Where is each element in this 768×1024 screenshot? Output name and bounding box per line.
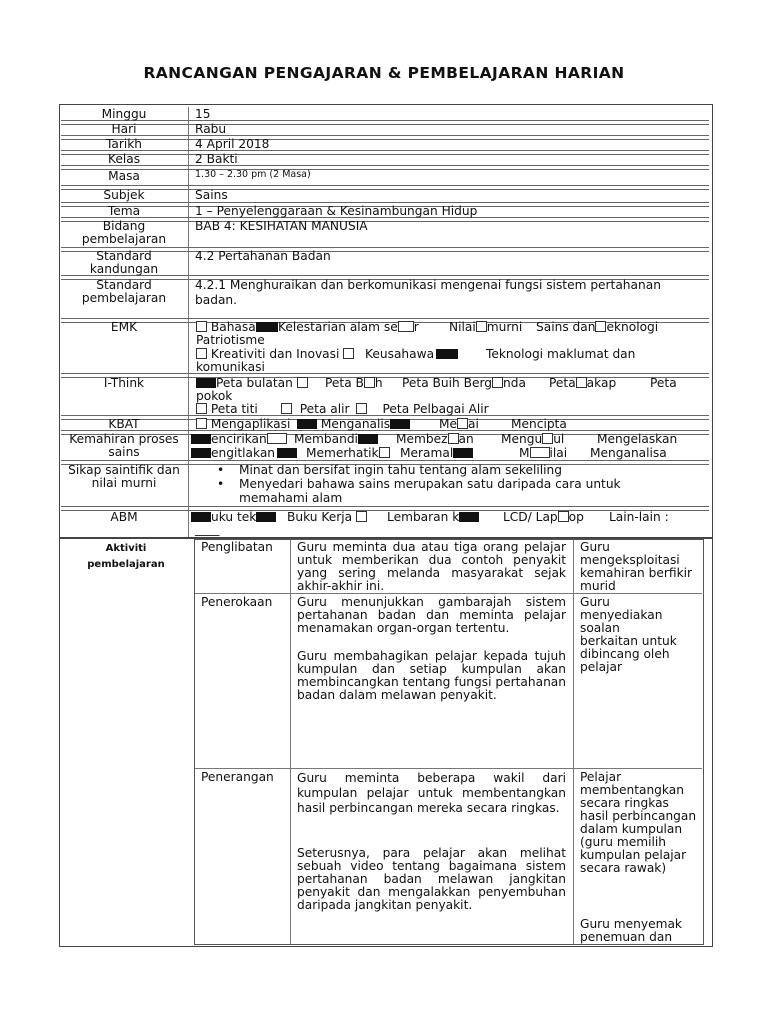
label-sp-line1: Standard bbox=[96, 278, 152, 292]
aktiviti-label bbox=[66, 541, 186, 573]
value-minggu: 15 bbox=[195, 107, 211, 121]
ithink-berganda-label: Peta Buih Berg bbox=[402, 376, 492, 390]
label-sk-line1: Standard bbox=[96, 249, 152, 263]
stage-content: Guru menunjukkan gambarajah sistem pertahanan badan dan meminta pelajar menamakan organ-organ tertentu. bbox=[297, 595, 566, 635]
sp-line1: 4.2.1 Menghuraikan dan berkomunikasi mengenai fungsi sistem pertahanan bbox=[195, 278, 661, 292]
kps-mengitlakan-item[interactable] bbox=[191, 447, 297, 460]
stage-content: Seterusnya, para pelajar akan melihat sebuah video tentang bagaimana sistem pertahanan badan melawan jangkitan penyakit dan mengalakkan penyembuhan daripada jangkitan penyakit. bbox=[297, 846, 566, 912]
emk-nilai-item[interactable] bbox=[449, 321, 522, 334]
kps-mencirikan-item[interactable] bbox=[191, 433, 287, 446]
kps-membezakan-item[interactable] bbox=[396, 433, 474, 446]
sikap-item: • Menyedari bahawa sains merupakan satu daripada cara untuk bbox=[215, 477, 655, 491]
label-bidang-line1: Bidang bbox=[102, 219, 146, 233]
label-ithink: I-Think bbox=[103, 376, 145, 390]
checkbox-icon bbox=[379, 447, 390, 458]
kps-mengelaskan-label: Mengelaskan bbox=[597, 432, 678, 446]
emk-nilai-label: Nilai bbox=[449, 320, 476, 334]
ithink-buih-item[interactable] bbox=[325, 377, 383, 390]
kbat-mencipta-label: Mencipta bbox=[511, 417, 567, 431]
emk-kelestarian-item[interactable] bbox=[256, 321, 419, 334]
emk-tmk-label: Teknologi maklumat dan bbox=[486, 347, 636, 361]
kps-mengumpul-label: Mengu bbox=[501, 432, 543, 446]
label-standard-kandungan bbox=[62, 250, 186, 276]
stage-content: Guru meminta beberapa wakil dari kumpulan pelajar untuk membentangkan hasil perbincangan mereka secara ringkas. bbox=[297, 771, 566, 815]
label-sp-line2: pembelajaran bbox=[81, 291, 167, 305]
kps-meramal-label: Meramal bbox=[400, 446, 454, 460]
aktiviti-row-divider bbox=[195, 768, 702, 769]
checkbox-icon bbox=[196, 418, 207, 429]
checkbox-icon bbox=[364, 377, 375, 388]
kbat-menilai-tail: ai bbox=[468, 417, 479, 431]
emk-sains-label: Sains dan bbox=[536, 320, 596, 334]
kps-membezakan-label: Membez bbox=[396, 432, 448, 446]
ithink-titi-label: Peta titi bbox=[210, 402, 258, 416]
checkbox-icon bbox=[558, 511, 569, 522]
kps-mengitlakan-label: engitlakan bbox=[211, 446, 276, 460]
checkbox-icon bbox=[492, 377, 503, 388]
ithink-buih-tail: h bbox=[374, 376, 383, 390]
filled-box-icon bbox=[277, 448, 297, 458]
checkbox-icon bbox=[356, 511, 367, 522]
abm-lain-label: Lain-lain : bbox=[609, 510, 669, 524]
label-bidang-line2: pembelajaran bbox=[81, 232, 167, 246]
abm-lcd-tail: op bbox=[568, 510, 584, 524]
value-subjek: Sains bbox=[195, 188, 228, 202]
ithink-pelbagai-label: Peta Pelbagai Alir bbox=[382, 402, 489, 416]
kps-membanding-item[interactable] bbox=[294, 433, 378, 446]
kps-memerhatikan-item[interactable] bbox=[306, 447, 390, 460]
label-bidang bbox=[62, 220, 186, 246]
checkbox-icon bbox=[448, 433, 459, 444]
ithink-pelbagai-checkbox[interactable] bbox=[356, 403, 489, 416]
label-kps-line2: sains bbox=[108, 445, 140, 459]
value-masa: 1.30 – 2.30 pm (2 Masa) bbox=[195, 169, 311, 180]
kbat-menganalisis-item[interactable] bbox=[297, 418, 410, 431]
ithink-titi-checkbox[interactable] bbox=[196, 403, 258, 416]
label-sk-line2: kandungan bbox=[89, 262, 159, 276]
kps-mentafsir-label: M bbox=[519, 446, 530, 460]
ithink-pokok-label: Peta bbox=[650, 376, 677, 390]
label-kelas: Kelas bbox=[107, 152, 141, 166]
abm-lembaran-label: Lembaran k bbox=[387, 510, 460, 524]
abm-lcd-item[interactable] bbox=[503, 511, 584, 524]
stage-note: Guru menyemak penemuan dan bbox=[580, 917, 682, 944]
stage-content: Guru membahagikan pelajar kepada tujuh kumpulan dan setiap kumpulan akan membincangkan tentang fungsi pertahanan badan dalam melawan penyakit. bbox=[297, 649, 566, 702]
kbat-mengaplikasi-checkbox[interactable] bbox=[196, 418, 290, 431]
emk-patriotisme-label: Patriotisme bbox=[196, 333, 265, 347]
emk-keusahawanan-label: Keusahawa bbox=[365, 347, 435, 361]
stage-note: Guru mengeksploitasi kemahiran berfikir murid bbox=[580, 540, 693, 593]
aktiviti-col-divider bbox=[290, 540, 291, 944]
aktiviti-col-divider bbox=[573, 540, 574, 944]
filled-box-icon bbox=[390, 419, 410, 429]
filled-box-icon bbox=[256, 512, 276, 522]
label-abm: ABM bbox=[110, 510, 138, 524]
label-emk: EMK bbox=[110, 320, 138, 334]
kbat-menganalisis-label: Menganalis bbox=[320, 417, 391, 431]
ithink-pokok-label2: pokok bbox=[196, 389, 233, 403]
stage-note: Pelajar membentangkan secara ringkas hasil perbincangan dalam kumpulan (guru memilih kumpulan pelajar secara rawak) bbox=[580, 770, 697, 875]
emk-kelestarian-label: Kelestarian alam se bbox=[278, 320, 398, 334]
checkbox-icon bbox=[196, 321, 207, 332]
kps-mentafsir-tail: ilai bbox=[549, 446, 568, 460]
aktiviti-label-line2: pembelajaran bbox=[87, 559, 165, 570]
ithink-dakap-label: Peta bbox=[549, 376, 576, 390]
checkbox-icon bbox=[476, 321, 487, 332]
emk-sains-item[interactable] bbox=[536, 321, 658, 334]
stage-penerokaan: Penerokaan bbox=[201, 595, 273, 609]
stage-content: Guru meminta dua atau tiga orang pelajar untuk memberikan dua contoh penyakit yang sering melanda masyarakat sejak akhir-akhir ini. bbox=[297, 540, 566, 593]
aktiviti-row-divider bbox=[195, 593, 702, 594]
checkbox-icon bbox=[530, 447, 550, 458]
value-standard-kandungan: 4.2 Pertahanan Badan bbox=[195, 249, 331, 263]
emk-murni-label: murni bbox=[486, 320, 523, 334]
kps-mentafsir-item[interactable] bbox=[519, 447, 567, 460]
filled-box-icon bbox=[459, 512, 479, 522]
ithink-alir-label: Peta alir bbox=[299, 402, 350, 416]
sikap-item: • Minat dan bersifat ingin tahu tentang alam sekeliling bbox=[215, 463, 655, 477]
stage-note: Guru menyediakan soalan berkaitan untuk dibincang oleh pelajar bbox=[580, 595, 677, 674]
kps-mengumpul-item[interactable] bbox=[501, 433, 564, 446]
filled-box-icon bbox=[191, 434, 211, 444]
checkbox-icon bbox=[595, 321, 606, 332]
label-sikap-line2: nilai murni bbox=[91, 476, 157, 490]
value-standard-pembelajaran bbox=[195, 279, 661, 307]
checkbox-icon bbox=[196, 348, 207, 359]
checkbox-icon bbox=[398, 321, 414, 332]
value-tema: 1 – Penyelenggaraan & Kesinambungan Hidup bbox=[195, 204, 478, 218]
kps-meramal-item[interactable] bbox=[400, 447, 473, 460]
label-subjek: Subjek bbox=[103, 188, 145, 202]
kps-menganalisa-label: Menganalisa bbox=[590, 446, 667, 460]
filled-box-icon bbox=[191, 448, 211, 458]
filled-box-icon bbox=[358, 434, 378, 444]
kbat-mengaplikasi-label: Mengaplikasi bbox=[210, 417, 291, 431]
label-kps-line1: Kemahiran proses bbox=[69, 432, 179, 446]
stage-penglibatan: Penglibatan bbox=[201, 540, 273, 554]
label-minggu: Minggu bbox=[101, 107, 147, 121]
aktiviti-label-line1: Aktiviti bbox=[105, 543, 147, 554]
filled-box-icon bbox=[256, 322, 278, 332]
filled-box-icon bbox=[297, 419, 317, 429]
checkbox-icon bbox=[457, 418, 468, 429]
checkbox-icon bbox=[267, 433, 287, 444]
checkbox-icon bbox=[281, 403, 292, 414]
ithink-buih-label: Peta B bbox=[325, 376, 364, 390]
ithink-alir-checkbox[interactable] bbox=[281, 403, 350, 416]
ithink-berganda-item[interactable] bbox=[402, 377, 526, 390]
value-kelas: 2 Bakti bbox=[195, 152, 238, 166]
sikap-item-continuation: memahami alam bbox=[239, 491, 343, 505]
label-hari: Hari bbox=[111, 122, 137, 136]
emk-kreativiti-label: Kreativiti dan Inovasi bbox=[210, 347, 340, 361]
checkbox-icon bbox=[542, 433, 553, 444]
kbat-menilai-label: Me bbox=[439, 417, 458, 431]
ithink-dakap-item[interactable] bbox=[549, 377, 616, 390]
checkbox-icon bbox=[196, 403, 207, 414]
sp-line2: badan. bbox=[195, 293, 238, 307]
filled-box-icon bbox=[453, 448, 473, 458]
label-kbat: KBAT bbox=[108, 417, 140, 431]
emk-bahasa-label: Bahasa bbox=[210, 320, 256, 334]
abm-buku-kerja-item[interactable] bbox=[287, 511, 367, 524]
emk-kelestarian-tail: r bbox=[413, 320, 419, 334]
label-sikap-line1: Sikap saintifik dan bbox=[68, 463, 180, 477]
label-tarikh: Tarikh bbox=[105, 137, 143, 151]
abm-blank: ____ bbox=[195, 522, 220, 536]
kps-mengumpul-tail: ul bbox=[553, 432, 565, 446]
kps-membanding-label: Membandi bbox=[294, 432, 358, 446]
filled-box-icon bbox=[191, 512, 211, 522]
kps-mencirikan-label: encirikan bbox=[211, 432, 267, 446]
checkbox-icon bbox=[576, 377, 587, 388]
stage-penerangan: Penerangan bbox=[201, 770, 274, 784]
label-kps bbox=[62, 433, 186, 459]
checkbox-icon bbox=[356, 403, 367, 414]
emk-tmk-label2: komunikasi bbox=[196, 360, 265, 374]
kbat-menilai-item[interactable] bbox=[439, 418, 479, 431]
abm-lcd-label: LCD/ Lap bbox=[503, 510, 558, 524]
sikap-list bbox=[215, 463, 655, 505]
label-sikap bbox=[62, 464, 186, 490]
abm-buku-kerja-label: Buku Kerja bbox=[287, 510, 353, 524]
checkbox-icon bbox=[343, 348, 354, 359]
filled-box-icon bbox=[196, 378, 216, 388]
emk-keusahawanan-item[interactable] bbox=[365, 348, 458, 361]
ithink-bulatan-label: Peta bulatan bbox=[216, 376, 293, 390]
value-bidang: BAB 4: KESIHATAN MANUSIA bbox=[195, 219, 368, 233]
filled-box-icon bbox=[436, 349, 458, 359]
label-standard-pembelajaran bbox=[62, 279, 186, 305]
emk-teknologi-label: eknologi bbox=[606, 320, 659, 334]
value-tarikh: 4 April 2018 bbox=[195, 137, 270, 151]
checkbox-icon bbox=[297, 377, 308, 388]
page-title: RANCANGAN PENGAJARAN & PEMBELAJARAN HARIAN bbox=[143, 64, 625, 82]
kps-memerhatikan-label: Memerhatik bbox=[306, 446, 379, 460]
abm-lembaran-item[interactable] bbox=[387, 511, 479, 524]
ithink-dakap-tail: akap bbox=[586, 376, 617, 390]
ithink-berganda-tail: nda bbox=[503, 376, 526, 390]
value-hari: Rabu bbox=[195, 122, 227, 136]
label-masa: Masa bbox=[108, 169, 140, 183]
abm-buku-teks-label: uku tek bbox=[211, 510, 257, 524]
label-tema: Tema bbox=[107, 204, 141, 218]
kps-membezakan-tail: an bbox=[458, 432, 474, 446]
